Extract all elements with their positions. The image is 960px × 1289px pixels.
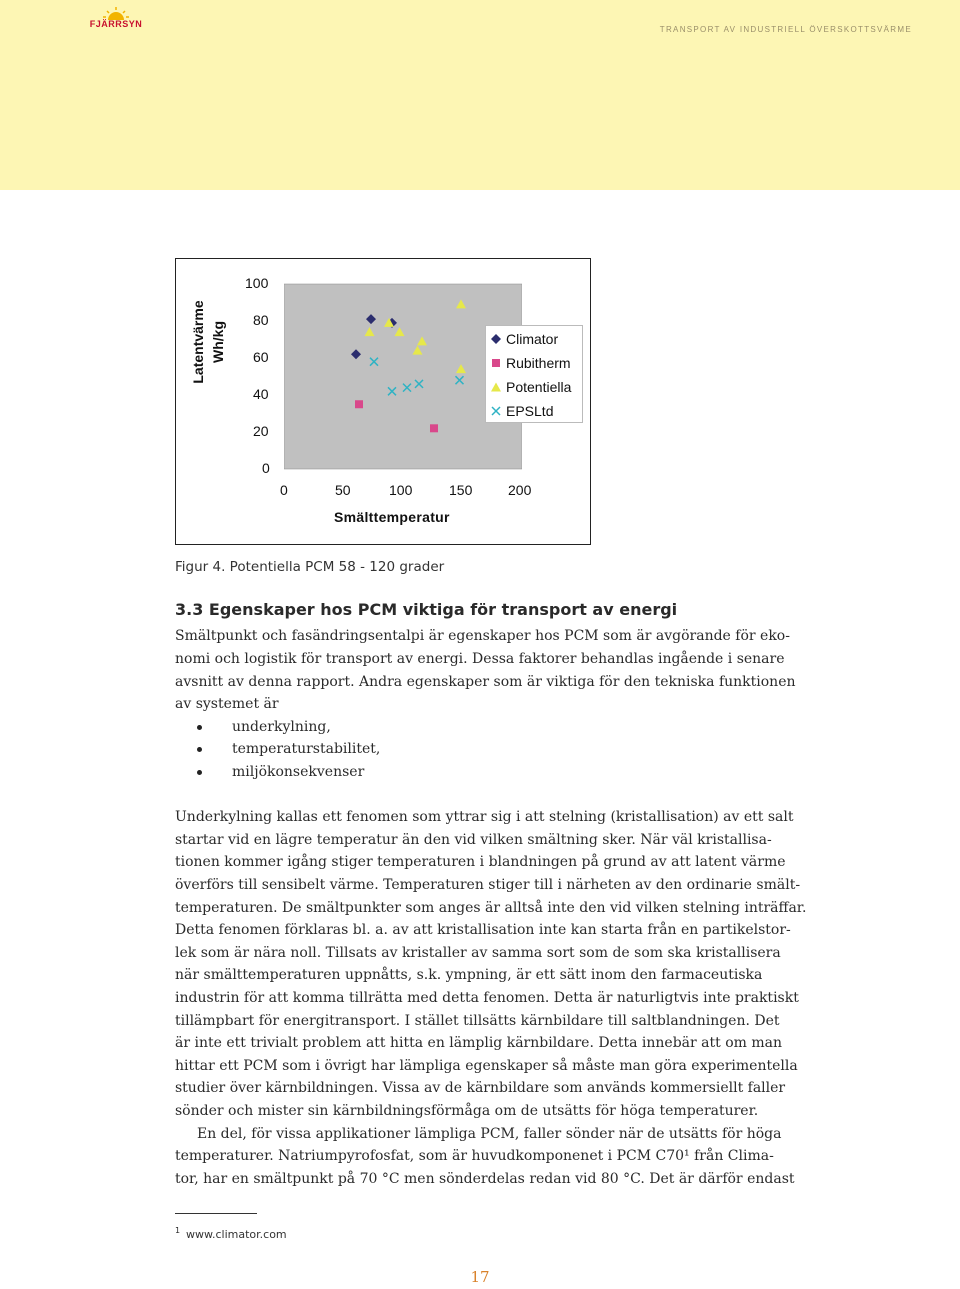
header-band — [0, 0, 960, 190]
x-tick-label: 150 — [449, 482, 473, 498]
y-tick-label: 40 — [253, 386, 269, 402]
text-line: lek som är nära noll. Tillsats av kristaller av samma sort som de som ska kristallisera — [175, 945, 781, 961]
section-heading: 3.3 Egenskaper hos PCM viktiga för transport av energi — [175, 600, 678, 619]
bullet-icon — [197, 770, 202, 775]
text-line: när smälttemperaturen uppnåtts, s.k. ympning, är ett sätt inom den farmaceutiska — [175, 967, 763, 983]
bullet-icon — [197, 747, 202, 752]
text-line: av systemet är — [175, 696, 279, 712]
text-line: Detta fenomen förklaras bl. a. av att kristallisation inte kan starta från en partikelstor- — [175, 922, 791, 938]
logo-text: FJÄRRSYN — [89, 19, 143, 29]
text-line: överförs till sensibelt värme. Temperaturen stiger till i närheten av den ordinarie smält- — [175, 877, 801, 893]
running-head: TRANSPORT AV INDUSTRIELL ÖVERSKOTTSVÄRME — [659, 25, 912, 34]
text-line: avsnitt av denna rapport. Andra egenskaper som är viktiga för den tekniska funktionen — [175, 674, 796, 690]
legend-label: EPSLtd — [506, 403, 554, 419]
list-item-text: temperaturstabilitet, — [232, 741, 381, 757]
text-line: industrin för att komma tillrätta med detta fenomen. Detta är naturligtvis inte praktiskt — [175, 990, 799, 1006]
y-axis-title — [188, 282, 228, 402]
text-line: Smältpunkt och fasändringsentalpi är egenskaper hos PCM som är avgörande för eko- — [175, 628, 790, 644]
legend-item-epsltd — [486, 400, 584, 422]
x-tick-label: 50 — [335, 482, 351, 498]
text-line: temperaturer. Natriumpyrofosfat, som är huvudkomponenet i PCM C70¹ från Clima- — [175, 1148, 774, 1164]
y-axis-title-line2: Wh/kg — [210, 321, 226, 363]
text-line: nomi och logistik för transport av energi. Dessa faktorer behandlas ingående i senare — [175, 651, 785, 667]
legend-item-potentiella — [486, 376, 584, 398]
x-tick-label: 0 — [280, 482, 288, 498]
page-number: 17 — [470, 1268, 490, 1286]
text-line: startar vid en lägre temperatur än den vid vilken smältning sker. När väl kristallisa- — [175, 832, 772, 848]
figure-caption: Figur 4. Potentiella PCM 58 - 120 grader — [175, 559, 445, 575]
legend-label: Rubitherm — [506, 355, 571, 371]
list-item-text: underkylning, — [232, 719, 331, 735]
y-tick-label: 0 — [262, 460, 270, 476]
x-tick-label: 200 — [508, 482, 532, 498]
x-marker-icon — [490, 405, 502, 417]
y-tick-label: 80 — [253, 312, 269, 328]
data-point-rubitherm — [355, 400, 363, 408]
x-tick-label: 100 — [389, 482, 413, 498]
text-line: tionen kommer igång stiger temperaturen i blandningen på grund av att latent värme — [175, 854, 786, 870]
list-item-text: miljökonsekvenser — [232, 764, 365, 780]
data-point-rubitherm — [430, 424, 438, 432]
footnote-link[interactable]: www.climator.com — [186, 1228, 287, 1241]
text-line: En del, för vissa applikationer lämpliga PCM, faller sönder när de utsätts för höga — [197, 1126, 782, 1142]
text-line: studier över kärnbildningen. Vissa av de kärnbildare som används kommersiellt faller — [175, 1080, 786, 1096]
chart-legend — [485, 325, 583, 423]
text-line: tillämpbart för energitransport. I stället tillsätts kärnbildare till saltblandningen. Det — [175, 1013, 780, 1029]
y-tick-label: 20 — [253, 423, 269, 439]
square-marker-icon — [490, 357, 502, 369]
footnote-mark: 1 — [175, 1226, 181, 1235]
text-line: är inte ett trivialt problem att hitta en lämplig kärnbildare. Detta innebär att om man — [175, 1035, 783, 1051]
x-axis-title: Smälttemperatur — [334, 509, 450, 525]
legend-label: Climator — [506, 331, 559, 347]
fjarrsyn-logo — [86, 6, 146, 36]
triangle-marker-icon — [490, 381, 502, 393]
y-tick-label: 60 — [253, 349, 269, 365]
text-line: temperaturen. De smältpunkter som anges är alltså inte den vid vilken stelning inträffar. — [175, 900, 807, 916]
legend-item-climator — [486, 328, 584, 350]
y-tick-label: 100 — [245, 275, 269, 291]
legend-label: Potentiella — [506, 379, 572, 395]
chart-frame — [175, 258, 591, 545]
bullet-icon — [197, 725, 202, 730]
y-axis-title-line1: Latentvärme — [190, 300, 206, 384]
text-line: Underkylning kallas ett fenomen som yttrar sig i att stelning (kristallisation) av ett salt — [175, 809, 794, 825]
legend-item-rubitherm — [486, 352, 584, 374]
text-line: tor, har en smältpunkt på 70 °C men sönderdelas redan vid 80 °C. Det är därför endast — [175, 1171, 795, 1187]
text-line: sönder och mister sin kärnbildningsförmåga om de utsätts för höga temperaturer. — [175, 1103, 759, 1119]
text-line: hittar ett PCM som i övrigt har lämpliga egenskaper så måste man göra experimentella — [175, 1058, 798, 1074]
footnote-divider — [175, 1213, 257, 1214]
diamond-marker-icon — [490, 333, 502, 345]
